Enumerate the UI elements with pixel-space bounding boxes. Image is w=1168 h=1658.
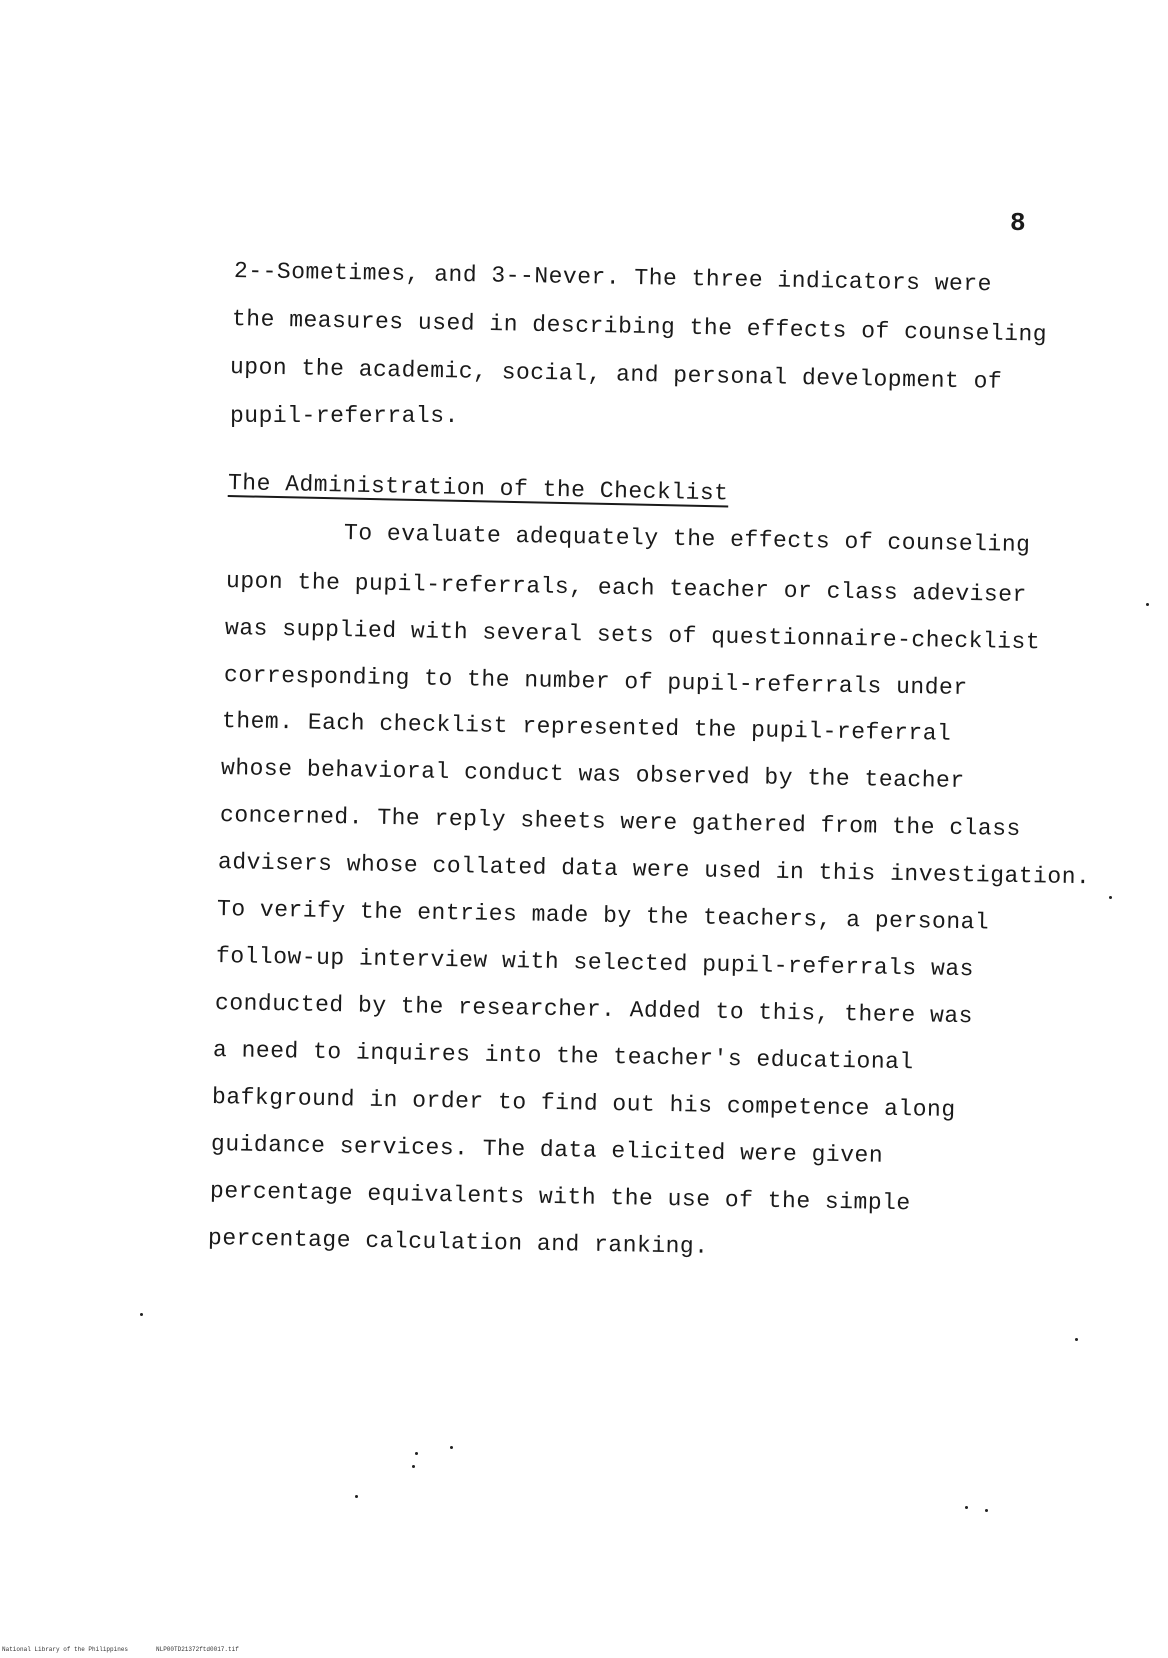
body-line: a need to inquires into the teacher's educational: [212, 1037, 914, 1076]
page-number: 8: [1010, 208, 1026, 238]
body-line: concerned. The reply sheets were gathered from the class: [219, 802, 1022, 842]
scan-speck: [355, 1495, 358, 1498]
scan-speck: [985, 1509, 988, 1512]
body-line: whose behavioral conduct was observed by the teacher: [220, 755, 965, 794]
scan-speck: [450, 1446, 453, 1449]
intro-line: 2--Sometimes, and 3--Never. The three indicators were: [233, 258, 993, 298]
scan-speck: [965, 1506, 968, 1509]
file-identifier: NLP00TD21372ftd0017.tif: [156, 1646, 239, 1653]
body-line: upon the pupil-referrals, each teacher or class adeviser: [225, 568, 1028, 608]
scan-speck: [412, 1465, 415, 1468]
body-line: To evaluate adequately the effects of counseling: [343, 520, 1031, 558]
scan-speck: [1109, 896, 1112, 899]
body-line: percentage calculation and ranking.: [207, 1225, 709, 1260]
body-line: guidance services. The data elicited were given: [210, 1131, 884, 1169]
body-line: follow-up interview with selected pupil-referrals was: [215, 943, 975, 983]
scan-speck: [1075, 1338, 1078, 1341]
intro-line: upon the academic, social, and personal development of: [229, 354, 1003, 395]
body-line: corresponding to the number of pupil-referrals under: [223, 662, 968, 701]
body-line: To verify the entries made by the teachers, a personal: [216, 896, 990, 936]
scan-speck: [140, 1313, 143, 1316]
intro-line: pupil-referrals.: [230, 403, 459, 429]
body-line: bafkground in order to find out his competence along: [211, 1084, 956, 1123]
body-line: conducted by the researcher. Added to this, there was: [214, 990, 974, 1030]
body-line: percentage equivalents with the use of the simple: [209, 1178, 911, 1217]
body-line: advisers whose collated data were used in this investigation.: [217, 849, 1091, 891]
section-heading: The Administration of the Checklist: [227, 470, 729, 507]
scan-speck: [1146, 603, 1149, 606]
library-credit: National Library of the Philippines: [2, 1646, 129, 1653]
intro-line: the measures used in describing the effects of counseling: [231, 306, 1048, 348]
body-line: was supplied with several sets of questionnaire-checklist: [224, 615, 1041, 656]
scan-speck: [415, 1452, 418, 1455]
body-line: them. Each checklist represented the pupil-referral: [221, 708, 952, 747]
